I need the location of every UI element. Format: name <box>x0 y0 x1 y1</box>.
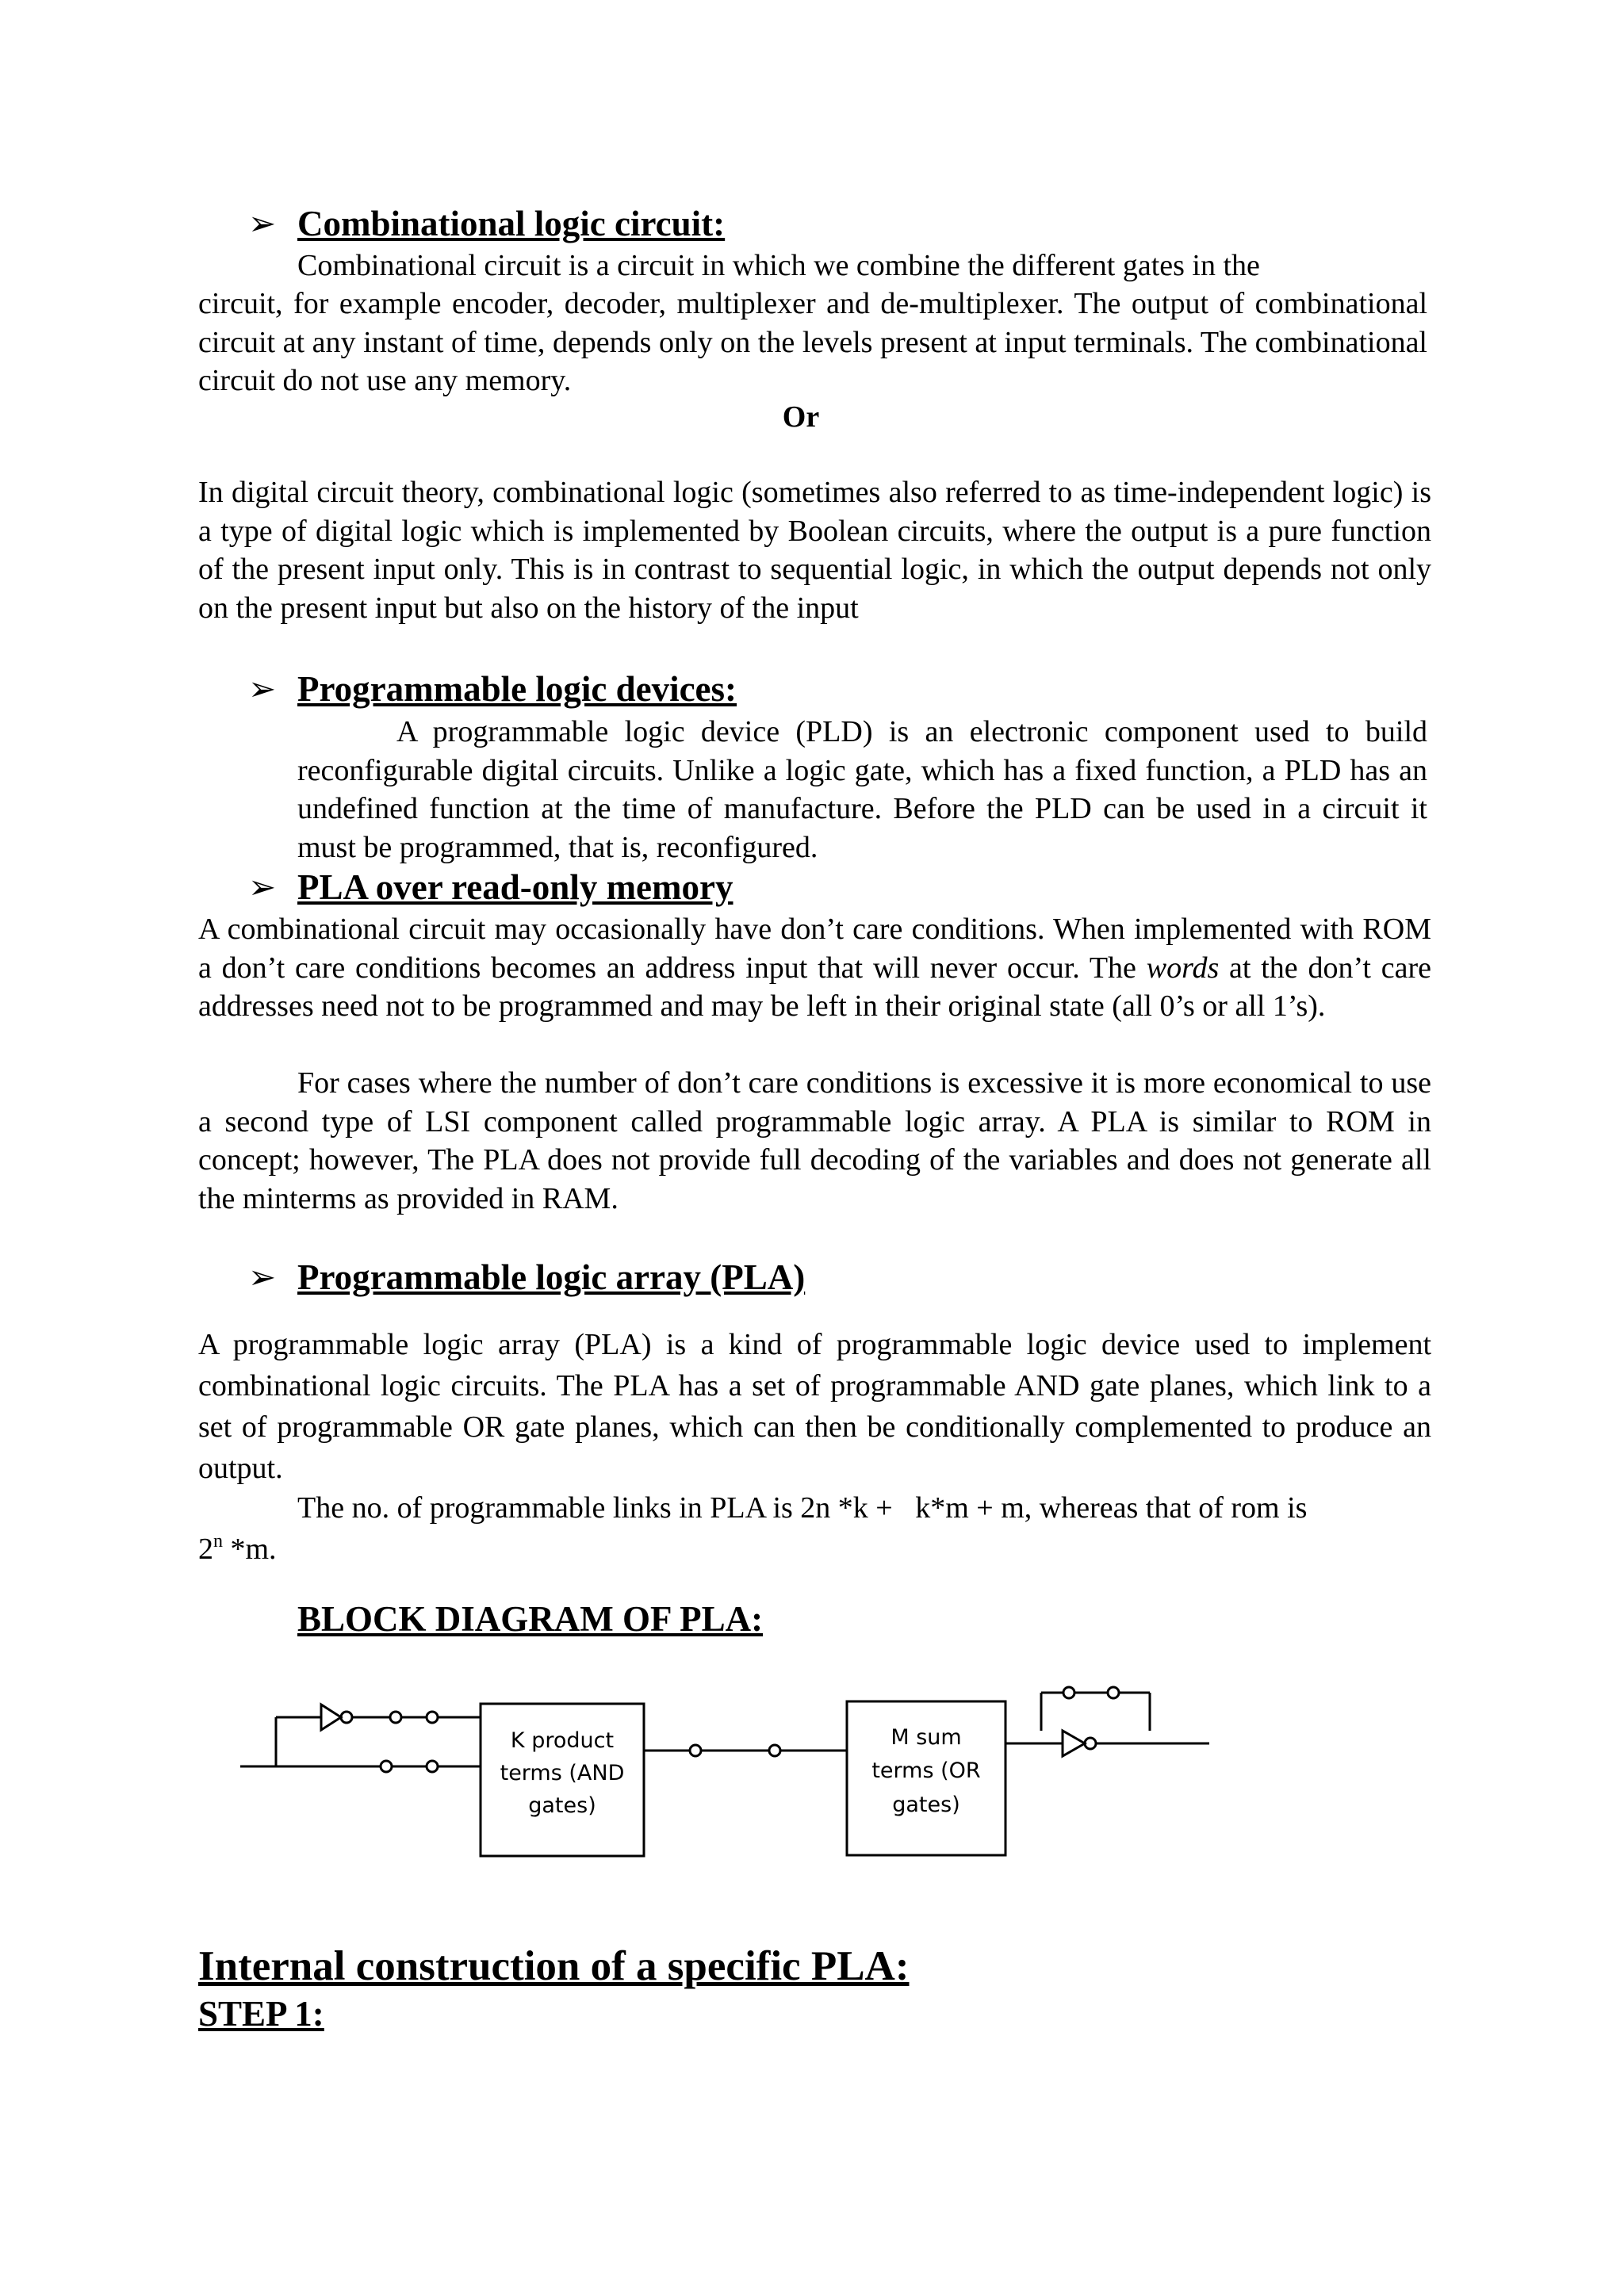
rom-formula-rest: *m. <box>223 1533 277 1566</box>
pld-para <box>297 713 1427 867</box>
and-box-label-3: gates) <box>528 1793 596 1818</box>
block-diagram-heading: BLOCK DIAGRAM OF PLA: <box>297 1599 764 1639</box>
or-divider: Or <box>782 400 820 434</box>
pld-para-text: A programmable logic device (PLD) is an electronic component used to build reconfigurable digital circuits. Unlike a logic gate, which has a fixed function, a PLD has an undefined function at the time of manufacture. Before the PLD can be used in a circuit it must be programmed, that is, reconfigured. <box>297 715 1427 864</box>
link-node-icon <box>690 1745 701 1756</box>
bullet-arrow-icon: ➢ <box>248 867 277 906</box>
bullet-arrow-icon: ➢ <box>248 204 277 243</box>
output-inverter-icon <box>1063 1731 1085 1756</box>
link-node-icon <box>381 1761 392 1772</box>
pla-rom-para-1-a: A combinational circuit may occasionally have don’t care conditions. When implemented with ROM a don’t care conditions becomes an address input that will never occur. The <box>198 913 1431 985</box>
combinational-para-2: In digital circuit theory, combinational logic (sometimes also referred to as time-independent logic) is a type of digital logic which is implemented by Boolean circuits, where the output is a pure function of the present input only. This is in contrast to sequential logic, in which the output depends not only on the present input but also on the history of the input <box>198 476 1431 625</box>
internal-construction-heading: Internal construction of a specific PLA: <box>198 1943 910 1989</box>
or-box-label-1: M sum <box>891 1725 962 1750</box>
pla-rom-para-1 <box>198 910 1431 1026</box>
rom-formula-base: 2 <box>198 1533 213 1566</box>
section-heading-pld: Programmable logic devices: <box>297 669 737 709</box>
or-box-label-2: terms (OR <box>871 1758 981 1783</box>
link-node-icon <box>1108 1687 1119 1698</box>
pla-rom-para-1-b: at the don’t care addresses need not to be programmed and may be left in their original state (all 0’s or all 1’s). <box>198 951 1432 1023</box>
link-node-icon <box>390 1712 401 1723</box>
combinational-para-indent: Combinational circuit is a circuit in which we combine the different gates in the <box>297 249 1260 282</box>
section-heading-combinational: Combinational logic circuit: <box>297 204 726 243</box>
and-box-label-2: terms (AND <box>500 1761 625 1785</box>
pla-rom-para-2: For cases where the number of don’t care conditions is excessive it is more economical to use a second type of LSI component called programmable logic array. A PLA is similar to ROM in concept; however, The PLA does not provide full decoding of the variables and does not generate all the minterms as provided in RAM. <box>198 1066 1431 1215</box>
link-node-icon <box>1063 1687 1074 1698</box>
rom-formula <box>198 1530 277 1569</box>
section-heading-pla: Programmable logic array (PLA) <box>297 1257 806 1297</box>
and-box-label-1: K product <box>510 1728 615 1753</box>
link-node-icon <box>769 1745 780 1756</box>
section-heading-pla-rom: PLA over read-only memory <box>297 867 733 907</box>
rom-formula-exp: n <box>213 1531 223 1552</box>
pla-block-diagram <box>230 1673 1229 1879</box>
link-node-icon <box>427 1712 438 1723</box>
bullet-arrow-icon: ➢ <box>248 1257 277 1296</box>
bullet-arrow-icon: ➢ <box>248 669 277 708</box>
input-inverter-icon <box>321 1705 341 1730</box>
link-node-icon <box>427 1761 438 1772</box>
pla-links-line: The no. of programmable links in PLA is 2n *k + k*m + m, whereas that of rom is <box>297 1491 1308 1525</box>
pla-rom-para-1-em: words <box>1146 951 1220 985</box>
combinational-para-rest: circuit, for example encoder, decoder, multiplexer and de-multiplexer. The output of combinational circuit at any instant of time, depends only on the levels present at input terminals. The combinational circuit do not use any memory. <box>198 287 1427 397</box>
or-box-label-3: gates) <box>892 1793 960 1817</box>
step-1-label: STEP 1: <box>198 1994 324 2034</box>
pla-para-1: A programmable logic array (PLA) is a kind of programmable logic device used to implement combinational logic circuits. The PLA has a set of programmable AND gate planes, which link to a set of programmable OR gate planes, which can then be conditionally complemented to produce an output. <box>198 1328 1431 1485</box>
